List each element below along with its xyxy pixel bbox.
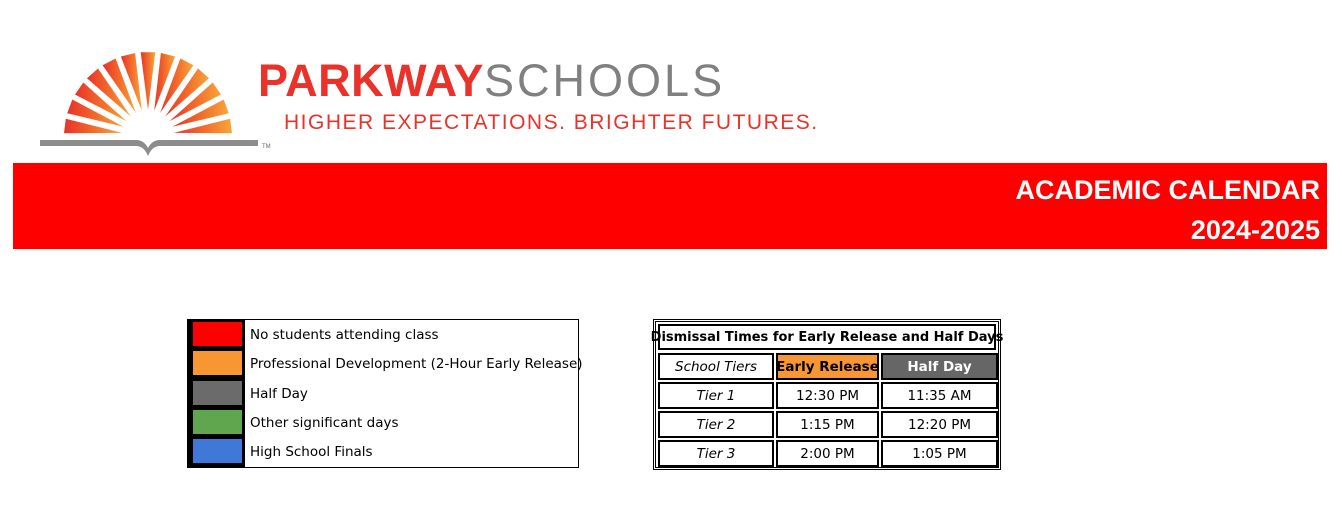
- legend-label-finals: High School Finals: [250, 444, 373, 460]
- parkway-logo: [36, 44, 819, 164]
- tier-2-label: Tier 2: [658, 411, 774, 438]
- legend-label-other-significant: Other significant days: [250, 415, 399, 431]
- legend-swatch-finals: [193, 439, 242, 463]
- legend-label-professional-development: Professional Development (2-Hour Early Release): [250, 356, 583, 372]
- school-year: 2024-2025: [1190, 215, 1320, 245]
- tier-3-half-day: 1:05 PM: [881, 440, 998, 467]
- tier-2-early-release: 1:15 PM: [776, 411, 879, 438]
- dismissal-times-table: [650, 319, 1004, 470]
- legend-swatch-professional-development: [193, 351, 242, 375]
- legend-swatch-no-students: [193, 322, 242, 346]
- sun-ray: [64, 119, 122, 134]
- page-title: ACADEMIC CALENDAR: [1015, 175, 1320, 205]
- tier-2-half-day: 12:20 PM: [881, 411, 998, 438]
- legend-swatch-other-significant: [193, 410, 242, 434]
- header-half-day: Half Day: [881, 353, 998, 380]
- legend-label-no-students: No students attending class: [250, 327, 439, 343]
- calendar-legend: [187, 319, 583, 468]
- legend-swatch-column: [188, 320, 245, 467]
- header-early-release: Early Release: [776, 353, 879, 380]
- brand-secondary: SCHOOLS: [484, 55, 726, 106]
- trademark: TM: [262, 144, 271, 150]
- title-banner: [13, 163, 1327, 249]
- tier-3-early-release: 2:00 PM: [776, 440, 879, 467]
- tier-1-early-release: 12:30 PM: [776, 382, 879, 409]
- legend-label-half-day: Half Day: [250, 386, 308, 402]
- rising-sun-book-icon: [36, 44, 276, 164]
- sun-ray: [141, 52, 156, 110]
- tier-1-label: Tier 1: [658, 382, 774, 409]
- legend-swatch-half-day: [193, 381, 242, 405]
- tier-3-label: Tier 3: [658, 440, 774, 467]
- sun-ray: [174, 119, 232, 134]
- tagline: HIGHER EXPECTATIONS. BRIGHTER FUTURES.: [284, 111, 819, 134]
- brand-wordmark: [258, 55, 726, 106]
- header-school-tiers: School Tiers: [658, 353, 774, 380]
- dismissal-table-title: Dismissal Times for Early Release and Half Days: [658, 324, 996, 350]
- brand-primary: PARKWAY: [258, 55, 485, 106]
- tier-1-half-day: 11:35 AM: [881, 382, 998, 409]
